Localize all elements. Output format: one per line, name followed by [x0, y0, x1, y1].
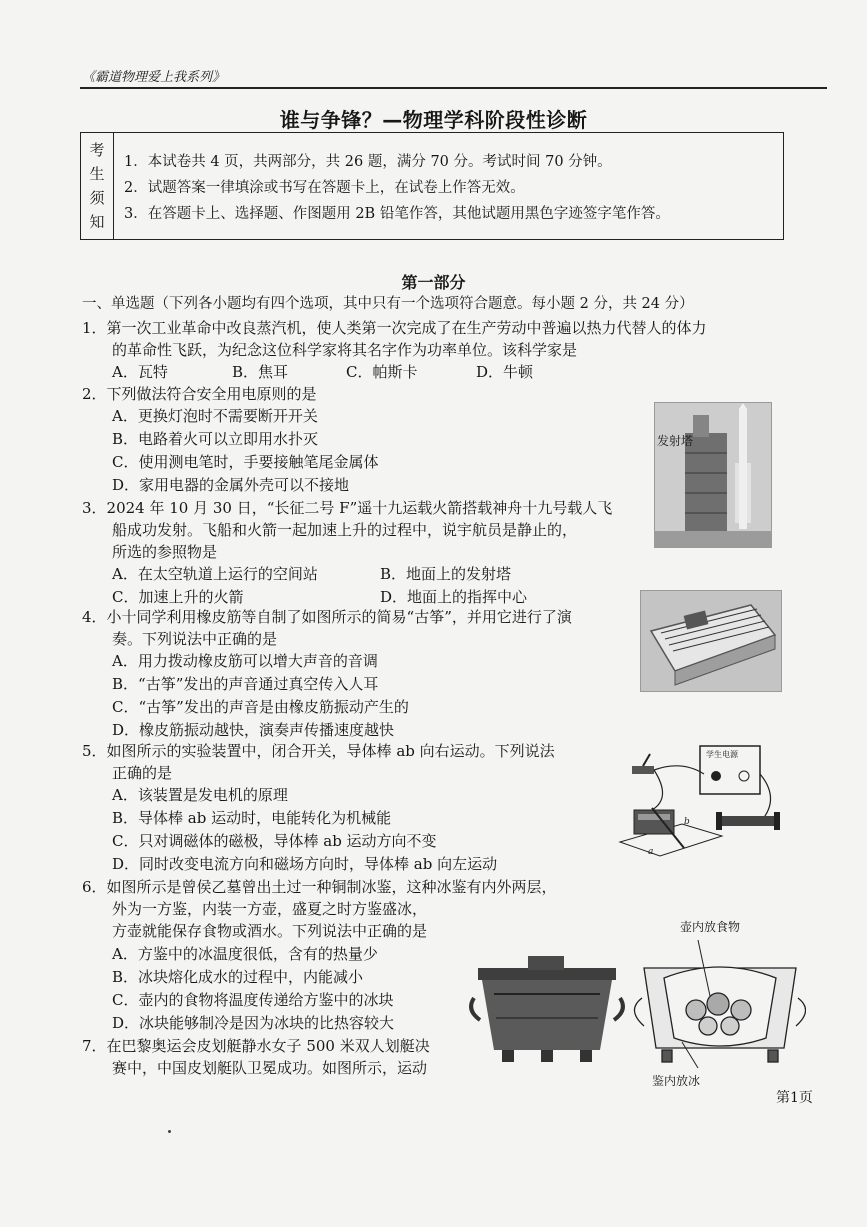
notice-item: 1．本试卷共 4 页，共两部分，共 26 题，满分 70 分。考试时间 70 分钟。 — [124, 154, 612, 170]
rocket-launch-photo — [654, 402, 772, 548]
question-1-option-a: A．瓦特 — [112, 363, 168, 381]
question-6-option-a: A．方鉴中的冰温度很低，含有的热量少 — [112, 945, 378, 963]
power-supply-label: 学生电源 — [706, 750, 738, 759]
question-5-option-c: C．只对调磁体的磁极，导体棒 ab 运动方向不变 — [112, 832, 437, 850]
question-6-line: 外为一方鉴，内装一方壶，盛夏之时方鉴盛冰， — [112, 900, 428, 918]
guzheng-illustration — [641, 591, 781, 691]
question-3-line: 船成功发射。飞船和火箭一起加速上升的过程中，说宇航员是静止的， — [112, 521, 578, 539]
electromagnetic-apparatus-figure — [612, 738, 792, 858]
question-5-option-a: A．该装置是发电机的原理 — [112, 786, 288, 804]
question-2-option-c: C．使用测电笔时，手要接触笔尾金属体 — [112, 453, 379, 471]
question-6-option-d: D．冰块能够制冷是因为冰块的比热容较大 — [112, 1014, 395, 1032]
question-6-line: 方壶就能保存食物或酒水。下列说法中正确的是 — [112, 922, 428, 940]
notice-label-char: 须 — [89, 189, 105, 207]
notice-box — [80, 132, 784, 240]
notice-label — [81, 133, 114, 239]
vessel-inner-caption: 壶内放食物 — [680, 920, 741, 934]
header-rule — [80, 87, 827, 89]
notice-label-char: 知 — [89, 213, 105, 231]
notice-item: 2．试题答案一律填涂或书写在答题卡上，在试卷上作答无效。 — [124, 180, 525, 196]
question-1-line: 1．第一次工业革命中改良蒸汽机，使人类第一次完成了在生产劳动中普遍以热力代替人的体力 — [82, 319, 707, 337]
vessel-cross-section — [634, 940, 805, 1068]
question-4-line: 4．小十同学利用橡皮筋等自制了如图所示的简易“古筝”，并用它进行了演 — [82, 608, 572, 626]
question-1-option-d: D．牛顿 — [476, 363, 534, 381]
question-5-option-b: B．导体棒 ab 运动时，电能转化为机械能 — [112, 809, 392, 827]
notice-label-char: 生 — [89, 165, 105, 183]
question-2-stem: 2．下列做法符合安全用电原则的是 — [82, 385, 317, 403]
vessel-photo — [471, 956, 623, 1062]
vessel-outer-caption: 鉴内放冰 — [652, 1074, 701, 1088]
ice-vessel-illustration — [466, 938, 806, 1070]
rocket-launch-illustration — [655, 403, 771, 547]
page-title: 谁与争锋？—物理学科阶段性诊断 — [279, 108, 588, 132]
launch-tower-caption: 发射塔 — [657, 434, 694, 448]
svg-text:b: b — [684, 817, 690, 827]
question-3-line: 3．2024 年 10 月 30 日，“长征二号 F”遥十九运载火箭搭载神舟十九号载人飞 — [82, 499, 613, 517]
question-2-option-b: B．电路着火可以立即用水扑灭 — [112, 430, 319, 448]
question-3-option-a: A．在太空轨道上运行的空间站 — [112, 565, 318, 583]
question-2-option-a: A．更换灯泡时不需要断开开关 — [112, 407, 318, 425]
question-5-line: 5．如图所示的实验装置中，闭合开关，导体棒 ab 向右运动。下列说法 — [82, 742, 555, 760]
question-5-option-d: D．同时改变电流方向和磁场方向时，导体棒 ab 向左运动 — [112, 855, 498, 873]
question-6-option-c: C．壶内的食物将温度传递给方鉴中的冰块 — [112, 991, 394, 1009]
question-3-option-d: D．地面上的指挥中心 — [380, 588, 528, 606]
section-heading: 一、单选题（下列各小题均有四个选项，其中只有一个选项符合题意。每小题 2 分，共 24 分） — [82, 296, 694, 312]
question-4-option-b: B．“古筝”发出的声音通过真空传入人耳 — [112, 675, 379, 693]
question-1-option-b: B．焦耳 — [232, 363, 289, 381]
question-4-option-c: C．“古筝”发出的声音是由橡皮筋振动产生的 — [112, 698, 409, 716]
question-7-line: 赛中，中国皮划艇队卫冕成功。如图所示，运动 — [112, 1059, 428, 1077]
bronze-ice-vessel-figure — [466, 938, 806, 1070]
question-5-line: 正确的是 — [112, 764, 173, 782]
question-3-line: 所选的参照物是 — [112, 543, 218, 561]
question-1-line: 的革命性飞跃，为纪念这位科学家将其名字作为功率单位。该科学家是 — [112, 341, 578, 359]
question-3-option-c: C．加速上升的火箭 — [112, 588, 244, 606]
part-title: 第一部分 — [401, 273, 466, 292]
rubber-band-guzheng-photo — [640, 590, 782, 692]
question-2-option-d: D．家用电器的金属外壳可以不接地 — [112, 476, 350, 494]
notice-label-char: 考 — [89, 141, 105, 159]
apparatus-illustration — [612, 738, 792, 858]
series-label: 《霸道物理爱上我系列》 — [82, 70, 226, 85]
notice-items — [114, 133, 670, 239]
page-number: 第1页 — [776, 1090, 813, 1106]
question-4-option-a: A．用力拨动橡皮筋可以增大声音的音调 — [112, 652, 378, 670]
question-4-option-d: D．橡皮筋振动越快，演奏声传播速度越快 — [112, 721, 395, 739]
question-6-option-b: B．冰块熔化成水的过程中，内能减小 — [112, 968, 364, 986]
scan-speck — [168, 1130, 171, 1133]
question-1-option-c: C．帕斯卡 — [346, 363, 418, 381]
question-6-line: 6．如图所示是曾侯乙墓曾出土过一种铜制冰鉴，这种冰鉴有内外两层， — [82, 878, 557, 896]
svg-text:a: a — [648, 847, 654, 857]
question-4-line: 奏。下列说法中正确的是 — [112, 630, 278, 648]
question-7-line: 7．在巴黎奥运会皮划艇静水女子 500 米双人划艇决 — [82, 1037, 430, 1055]
notice-item: 3．在答题卡上、选择题、作图题用 2B 铅笔作答，其他试题用黑色字迹签字笔作答。 — [124, 206, 670, 222]
question-3-option-b: B．地面上的发射塔 — [380, 565, 512, 583]
